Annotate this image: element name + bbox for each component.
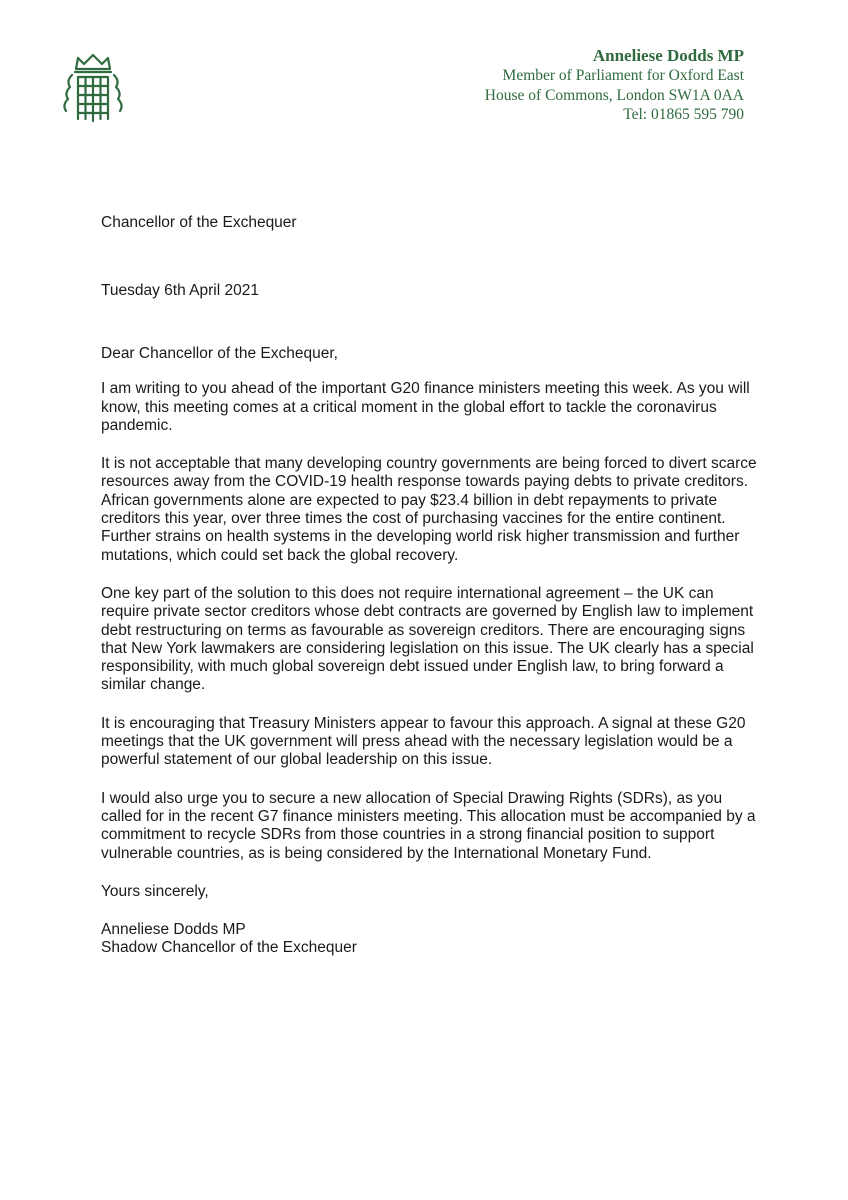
paragraph: It is not acceptable that many developing country governments are being forced to divert scarce resources away from the COVID-19 health response towards paying debts to private creditors. African governments alone are expected to pay $23.4 billion in debt repayments to private creditors this year, over three times the cost of purchasing vaccines for the entire continent. Further strains on health systems in the developing world risk higher transmission and further mutations, which could set back the global recovery. <box>101 455 757 564</box>
salutation: Dear Chancellor of the Exchequer, <box>101 345 338 362</box>
recipient: Chancellor of the Exchequer <box>101 214 297 231</box>
paragraph: It is encouraging that Treasury Ministers appear to favour this approach. A signal at these G20 meetings that the UK government will press ahead with the necessary legislation would be a powerful statement of our global leadership on this issue. <box>101 714 746 769</box>
mp-name: Anneliese Dodds MP <box>592 46 744 65</box>
paragraph: I am writing to you ahead of the important G20 finance ministers meeting this week. As you will know, this meeting comes at a critical moment in the global effort to tackle the coronavirus pandemic. <box>101 380 750 434</box>
paragraph: I would also urge you to secure a new allocation of Special Drawing Rights (SDRs), as you called for in the recent G7 finance ministers meeting. This allocation must be accompanied by a commitment to recycle SDRs from those countries in a strong financial position to support vulnerable countries, as is being considered by the International Monetary Fund. <box>101 789 756 862</box>
constituency-line: Member of Parliament for Oxford East <box>502 67 744 84</box>
portcullis-icon <box>62 53 124 129</box>
signature-title: Shadow Chancellor of the Exchequer <box>101 939 357 957</box>
signature-name: Anneliese Dodds MP <box>101 921 246 939</box>
closing: Yours sincerely, <box>101 882 209 900</box>
phone-line: Tel: 01865 595 790 <box>623 106 744 123</box>
letter-body <box>101 345 766 978</box>
letterhead <box>485 46 744 125</box>
paragraph: One key part of the solution to this does not require international agreement – the UK can require private sector creditors whose debt contracts are governed by English law to implement debt restructuring on terms as favourable as sovereign creditors. There are encouraging signs that New York lawmakers are considering legislation on this issue. The UK clearly has a special responsibility, with much global sovereign debt issued under English law, to bring forward a similar change. <box>101 584 754 694</box>
letter-date: Tuesday 6th April 2021 <box>101 282 259 299</box>
signature-block <box>101 921 766 958</box>
address-line: House of Commons, London SW1A 0AA <box>484 86 744 104</box>
